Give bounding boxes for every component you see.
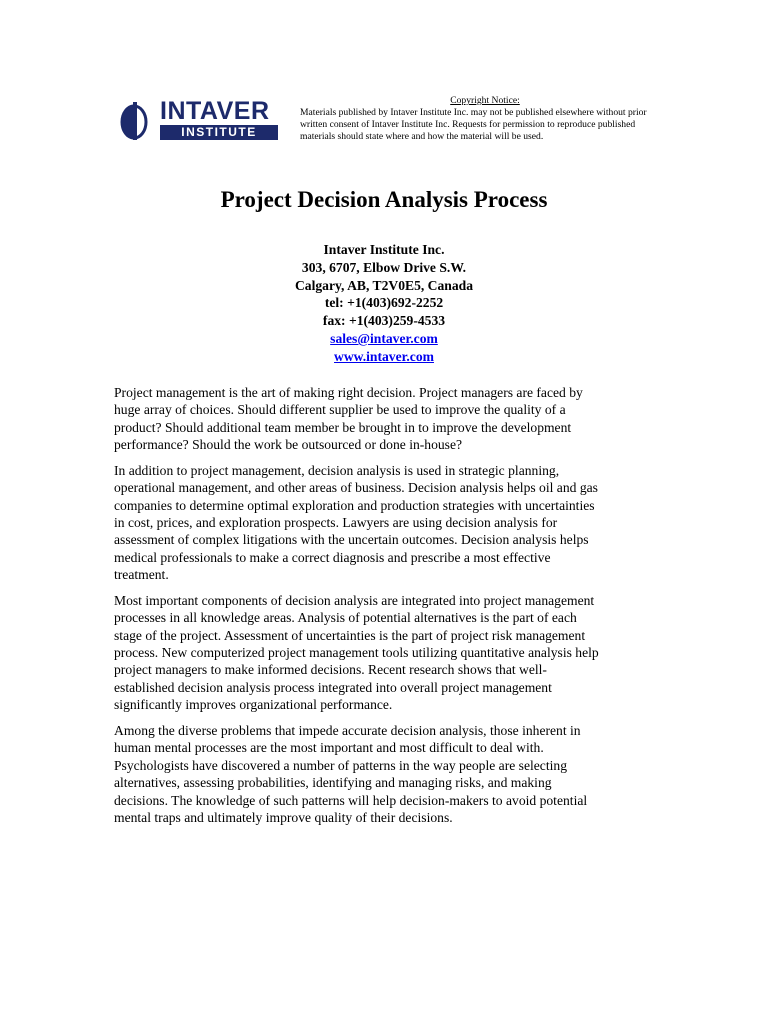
paragraph <box>114 462 654 584</box>
copyright-line: Materials published by Intaver Institute Inc. may not be published elsewhere without prior <box>300 107 647 118</box>
text-line: processes in all knowledge areas. Analysis of potential alternatives is the part of each <box>114 610 577 626</box>
logo-emblem-icon <box>118 100 158 142</box>
text-line: operational management, and other areas of business. Decision analysis helps oil and gas <box>114 480 598 496</box>
paragraph <box>114 592 654 714</box>
city-address: Calgary, AB, T2V0E5, Canada <box>294 277 473 293</box>
document-body <box>114 384 654 835</box>
telephone: tel: +1(403)692-2252 <box>324 295 444 311</box>
text-line: product? Should additional team member be brought in to improve the development <box>114 419 572 435</box>
text-line: huge array of choices. Should different supplier be used to improve the quality of a <box>114 402 566 418</box>
text-line: In addition to project management, decision analysis is used in strategic planning, <box>114 462 560 478</box>
org-name: Intaver Institute Inc. <box>323 242 445 257</box>
text-line: Project management is the art of making right decision. Project managers are faced by <box>114 385 583 400</box>
document-title: Project Decision Analysis Process <box>220 187 548 212</box>
copyright-line: materials should state where and how the material will be used. <box>300 131 544 142</box>
copyright-notice <box>300 95 670 143</box>
text-line: assessment of complex litigations with the uncertain outcomes. Decision analysis helps <box>114 532 589 548</box>
text-line: treatment. <box>114 567 169 583</box>
paragraph <box>114 722 654 826</box>
contact-block <box>0 241 768 366</box>
logo-wordmark: INTAVER <box>160 97 270 125</box>
text-line: Psychologists have discovered a number of patterns in the way people are selecting <box>114 757 567 773</box>
text-line: in cost, prices, and exploration prospects. Lawyers are using decision analysis for <box>114 515 558 531</box>
text-line: performance? Should the work be outsourced or done in-house? <box>114 437 463 453</box>
website-link[interactable]: www.intaver.com <box>334 348 434 364</box>
text-line: stage of the project. Assessment of uncertainties is the part of project risk management <box>114 627 586 643</box>
street-address: 303, 6707, Elbow Drive S.W. <box>301 259 467 275</box>
text-line: established decision analysis process integrated into overall project management <box>114 679 552 695</box>
text-line: project managers to make informed decisions. Recent research shows that well- <box>114 662 547 678</box>
email-link[interactable]: sales@intaver.com <box>330 330 438 346</box>
paragraph <box>114 384 654 454</box>
text-line: medical professionals to make a correct diagnosis and prescribe a most effective <box>114 549 551 565</box>
text-line: companies to determine optimal exploration and production strategies with uncertainties <box>114 497 595 513</box>
text-line: Among the diverse problems that impede accurate decision analysis, those inherent in <box>114 722 581 738</box>
copyright-line: written consent of Intaver Institute Inc. Requests for permission to reproduce published <box>300 119 636 130</box>
text-line: human mental processes are the most important and most difficult to deal with. <box>114 740 544 756</box>
fax: fax: +1(403)259-4533 <box>322 313 446 329</box>
text-line: decisions. The knowledge of such patterns will help decision-makers to avoid potential <box>114 792 588 808</box>
text-line: alternatives, assessing probabilities, identifying and managing risks, and making <box>114 775 552 791</box>
copyright-title: Copyright Notice: <box>450 95 520 106</box>
intaver-logo <box>118 98 280 146</box>
text-line: process. New computerized project management tools utilizing quantitative analysis help <box>114 645 599 661</box>
text-line: Most important components of decision analysis are integrated into project management <box>114 592 595 608</box>
logo-subtitle: INSTITUTE <box>160 125 278 140</box>
text-line: significantly improves organizational performance. <box>114 697 393 713</box>
text-line: mental traps and ultimately improve quality of their decisions. <box>114 809 453 825</box>
